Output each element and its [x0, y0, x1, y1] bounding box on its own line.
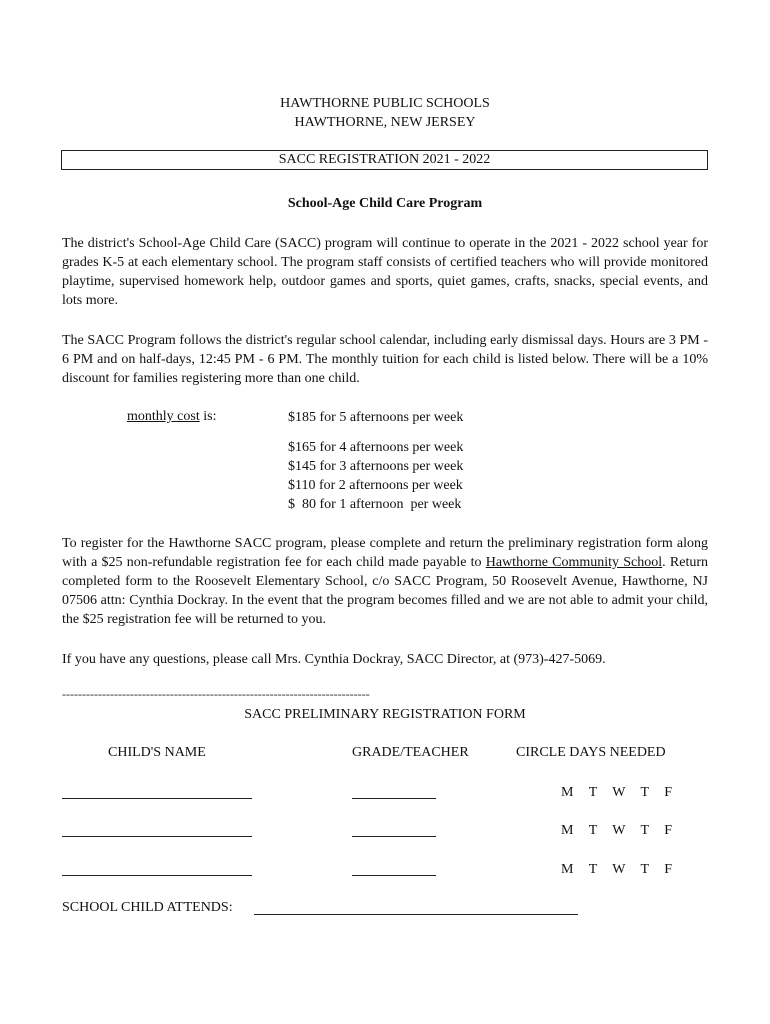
col-header-grade-teacher: GRADE/TEACHER — [352, 745, 469, 760]
schedule-paragraph: The SACC Program follows the district's regular school calendar, including early dismissal days. Hours are 3 PM - 6 PM and on half-days, 12:45 PM - 6 PM. The monthly tuition for each child is listed below. There will be a 10% discount for families registering more than one child. — [62, 333, 708, 386]
district-location: HAWTHORNE, NEW JERSEY — [294, 115, 476, 130]
school-attends-field[interactable] — [254, 914, 578, 915]
col-header-days-needed: CIRCLE DAYS NEEDED — [516, 745, 666, 760]
district-name: HAWTHORNE PUBLIC SCHOOLS — [280, 96, 490, 111]
grade-teacher-field-3[interactable] — [352, 875, 436, 876]
days-row-2[interactable]: M T W T F — [561, 823, 679, 838]
cost-item-1: $ 80 for 1 afternoon per week — [288, 497, 462, 512]
cost-item-4: $165 for 4 afternoons per week — [288, 440, 464, 455]
registration-text-a: To register for the Hawthorne SACC program, please complete and return the preliminary registration form along with a $25 non-refundable registration fee for each child made payable to — [62, 536, 708, 570]
contact-paragraph: If you have any questions, please call Mrs. Cynthia Dockray, SACC Director, at (973)-427-5069. — [62, 652, 606, 667]
registration-text-b: . Return completed form to the Roosevelt Elementary School, c/o SACC Program, 50 Roosevelt Avenue, Hawthorne, NJ 07506 attn: Cynthia Dockray. In the event that the program becomes filled and we are not able to admit your child, the $25 registration fee will be returned to you. — [62, 555, 708, 627]
grade-teacher-field-2[interactable] — [352, 836, 436, 837]
cost-item-2: $110 for 2 afternoons per week — [288, 478, 463, 493]
days-row-3[interactable]: M T W T F — [561, 862, 679, 877]
cut-line-separator: ----------------------------------------------------------------------------- — [62, 687, 370, 701]
registration-title-box: SACC REGISTRATION 2021 - 2022 — [61, 150, 708, 170]
child-name-field-2[interactable] — [62, 836, 252, 837]
intro-paragraph: The district's School-Age Child Care (SACC) program will continue to operate in the 2021 - 2022 school year for grades K-5 at each elementary school. The program staff consists of certified teachers who will provide monitored playtime, supervised homework help, outdoor games and sports, quiet games, crafts, snacks, special events, and lots more. — [62, 236, 708, 308]
col-header-childs-name: CHILD'S NAME — [108, 745, 206, 760]
child-name-field-3[interactable] — [62, 875, 252, 876]
payee-name: Hawthorne Community School — [485, 555, 663, 570]
days-row-1[interactable]: M T W T F — [561, 785, 679, 800]
cost-item-5: $185 for 5 afternoons per week — [288, 410, 464, 425]
form-title: SACC PRELIMINARY REGISTRATION FORM — [244, 707, 526, 722]
monthly-cost-label-rest: is: — [199, 409, 217, 424]
cost-item-3: $145 for 3 afternoons per week — [288, 459, 464, 474]
registration-paragraph — [62, 534, 708, 629]
monthly-cost-label-underlined: monthly cost — [127, 409, 200, 424]
grade-teacher-field-1[interactable] — [352, 798, 436, 799]
program-subtitle: School-Age Child Care Program — [287, 196, 483, 211]
monthly-cost-label — [127, 409, 216, 425]
school-attends-label: SCHOOL CHILD ATTENDS: — [62, 900, 233, 915]
child-name-field-1[interactable] — [62, 798, 252, 799]
